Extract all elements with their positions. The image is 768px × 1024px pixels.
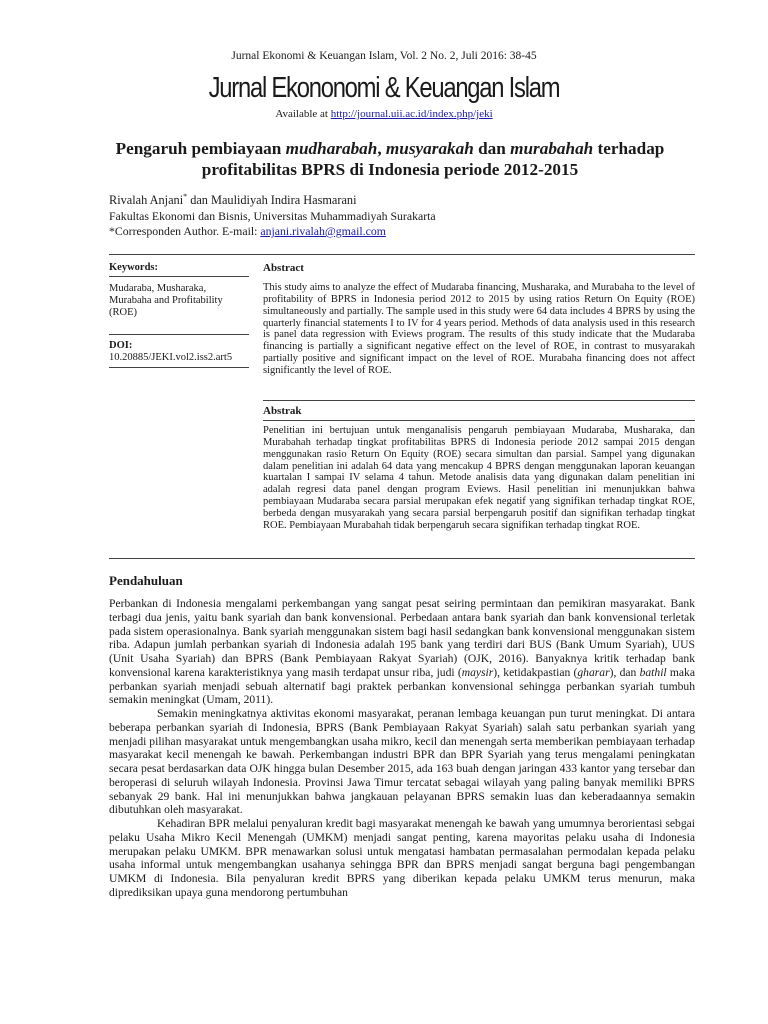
doi-rule xyxy=(109,334,249,335)
journal-url-link[interactable]: http://journal.uii.ac.id/index.php/jeki xyxy=(330,108,493,120)
abstract-heading: Abstract xyxy=(263,262,304,274)
keywords-rule xyxy=(109,276,249,277)
corresp-prefix: *Corresponden Author. E-mail: xyxy=(109,224,261,238)
title-text-end: terhadap profitabilitas BPRS di Indonesia periode 2012-2015 xyxy=(201,139,665,179)
p1-text-b: ), ketidakpastian ( xyxy=(493,665,578,679)
top-rule xyxy=(109,254,695,255)
p1-text-c: ), dan xyxy=(609,665,640,679)
abstract-bottom-rule xyxy=(109,558,695,559)
availability-line xyxy=(0,108,768,120)
title-term-mudharabah: mudharabah xyxy=(285,139,378,158)
sidebar-bottom-rule xyxy=(109,367,249,368)
title-term-murabahah: murabahah xyxy=(510,139,594,158)
corresponding-mark: * xyxy=(183,192,188,201)
paragraph-3: Kehadiran BPR melalui penyaluran kredit bagi masyarakat menengah ke bawah yang umumnya berorientasi sebgai pelaku Usaha Mikro Kecil Menengah (UMKM) menjadi sangat penting, karena mayoritas pelaku usaha di Indonesia merupakan pelaku UMKM. BPR menawarkan solusi untuk mengatasi hambatan permasalahan permodalan kepada pelaku usaha informal untuk mengembangkan usahanya sehingga BPR dan BPRS menjadi sangat berguna bagi pengembangan UMKM di Indonesia. Bila penyaluran kredit BPRS yang diberikan kepada pelaku UMKM terus menurun, maka diprediksikan upaya guna mendorong pertumbuhan xyxy=(109,817,695,899)
keywords-text: Mudaraba, Musharaka, Murabaha and Profitability (ROE) xyxy=(109,283,223,318)
term-maysir: maysir xyxy=(461,665,494,679)
term-gharar: gharar xyxy=(577,665,610,679)
email-link[interactable]: anjani.rivalah@gmail.com xyxy=(260,224,386,238)
title-term-musyarakah: musyarakah xyxy=(385,139,474,158)
abstract-rule xyxy=(263,400,695,401)
title-conjunction: dan xyxy=(473,139,511,158)
p1-text-d: maka perbankan syariah menjadi sebuah alternatif bagi praktek perbankan konvensional sehingga perbankan syariah tumbuh semakin meningkat (Umam, 2011). xyxy=(109,665,695,707)
corresponding-author xyxy=(109,224,386,239)
title-text: Pengaruh pembiayaan xyxy=(115,139,286,158)
abstract-text: This study aims to analyze the effect of Mudaraba financing, Musharaka, and Murabaha to the level of profitability of BPRS in Indonesia period 2012 to 2015 by using ratios Return On Equity (ROE) simultaneously and partially. The sample used in this study were 64 data includes 4 BPRS by using the quarterly financial statements I to IV for 4 years period. Methods of data analysis used in this research is panel data regression with Eviews program. The results of this study indicate that the Mudaraba financing is partially a significant negative effect on the level of ROE, in contrast to musyarakah partially positive and significant impact on the level of ROE. Murabaha financing does not affect significantly the level of ROE. xyxy=(263,282,695,376)
author-1: Rivalah Anjani xyxy=(109,193,184,208)
author-2: dan Maulidiyah Indira Hasmarani xyxy=(187,193,357,208)
abstrak-heading: Abstrak xyxy=(263,405,302,417)
article-title xyxy=(90,138,690,180)
doi-label: DOI: xyxy=(109,340,133,351)
p1-text-a: Perbankan di Indonesia mengalami perkembangan yang sangat pesat seiring permintaan dan pemikiran masyarakat. Bank terbagi dua jenis, yaitu bank syariah dan bank konvensional. Perbedaan antara bank syariah dan bank konvensional terletak pada sistem operasionalnya. Bank syariah menggunakan sistem bagi hasil sedangkan bank konvensional menggunakan sistem riba. Adapun jumlah perbankan syariah di Indonesia adalah 195 bank yang terdiri dari BUS (Bank Umum Syariah), UUS (Unit Usaha Syariah) dan BPRS (Bank Pembiayaan Rakyat Syariah) (OJK, 2016). Banyaknya kritik terhadap bank konvensional karena karakteristiknya yang masih terdapat unsur riba, judi ( xyxy=(109,597,695,679)
title-comma: , xyxy=(377,139,386,158)
paragraph-1 xyxy=(109,597,695,707)
affiliation: Fakultas Ekonomi dan Bisnis, Universitas Muhammadiyah Surakarta xyxy=(109,209,436,223)
term-bathil: bathil xyxy=(639,665,667,679)
running-head: Jurnal Ekonomi & Keuangan Islam, Vol. 2 No. 2, Juli 2016: 38-45 xyxy=(231,50,537,62)
section-heading-pendahuluan: Pendahuluan xyxy=(109,573,183,588)
abstrak-heading-rule xyxy=(263,420,695,421)
doi-value: 10.20885/JEKI.vol2.iss2.art5 xyxy=(109,352,233,363)
available-prefix: Available at xyxy=(275,108,331,120)
keywords-label: Keywords: xyxy=(109,262,158,273)
abstrak-text: Penelitian ini bertujuan untuk menganalisis pengaruh pembiayaan Mudaraba, Musharaka, dan Murabahah terhadap tingkat profitabilitas BPRS di Indonesia periode 2012 sampai 2015 dengan menggunakan rasio Return On Equity (ROE) secara simultan dan parsial. Sampel yang digunakan dalam penelitian ini adalah 64 data yang mencakup 4 BPRS dengan menggunakan laporan keuangan kuartalan I sampai IV selama 4 tahun. Metode analisis data yang digunakan dalam penelitian ini adalah regresi data panel dengan program Eviews. Hasil penelitian ini menunjukkan bahwa pembiayaan Mudaraba secara parsial merupakan efek negatif yang signifikan terhadap tingkat ROE, berbeda dengan musyarakah yang secara parsial berpengaruh positif dan signifikan terhadap tingkat ROE. Pembiayaan Murabahah tidak berpengaruh secara signifikan terhadap tingkat ROE. xyxy=(263,425,695,531)
author-line xyxy=(109,192,357,208)
journal-masthead: Jurnal Ekononomi & Keuangan Islam xyxy=(208,72,560,104)
introduction-body xyxy=(109,597,695,900)
paragraph-2: Semakin meningkatnya aktivitas ekonomi masyarakat, peranan lembaga keuangan pun turut meningkat. Di antara beberapa perbankan syariah di Indonesia, BPRS (Bank Pembiayaan Rakyat Syariah) salah satu perbankan syariah yang menjadi pilihan masyarakat untuk mengembangkan usaha mikro, kecil dan menengah serta memberikan pembiayaan terhadap masyarakat kecil menengah ke bawah. Perkembangan industri BPR dan BPR Syariah yang terus mengalami peningkatan secara pesat berdasarkan data OJK hingga bulan Desember 2015, ada 163 buah dengan jaringan 433 kantor yang tersebar dan beroperasi di seluruh wilayah Indonesia. Provinsi Jawa Timur tercatat sebagai wilayah yang paling banyak memiliki BPRS sebanyak 29 bank. Hal ini menunjukkan bahwa jangkauan pelayanan BPRS semakin luas dan keberadaannya semakin dibutuhkan oleh masyarakat. xyxy=(109,707,695,817)
